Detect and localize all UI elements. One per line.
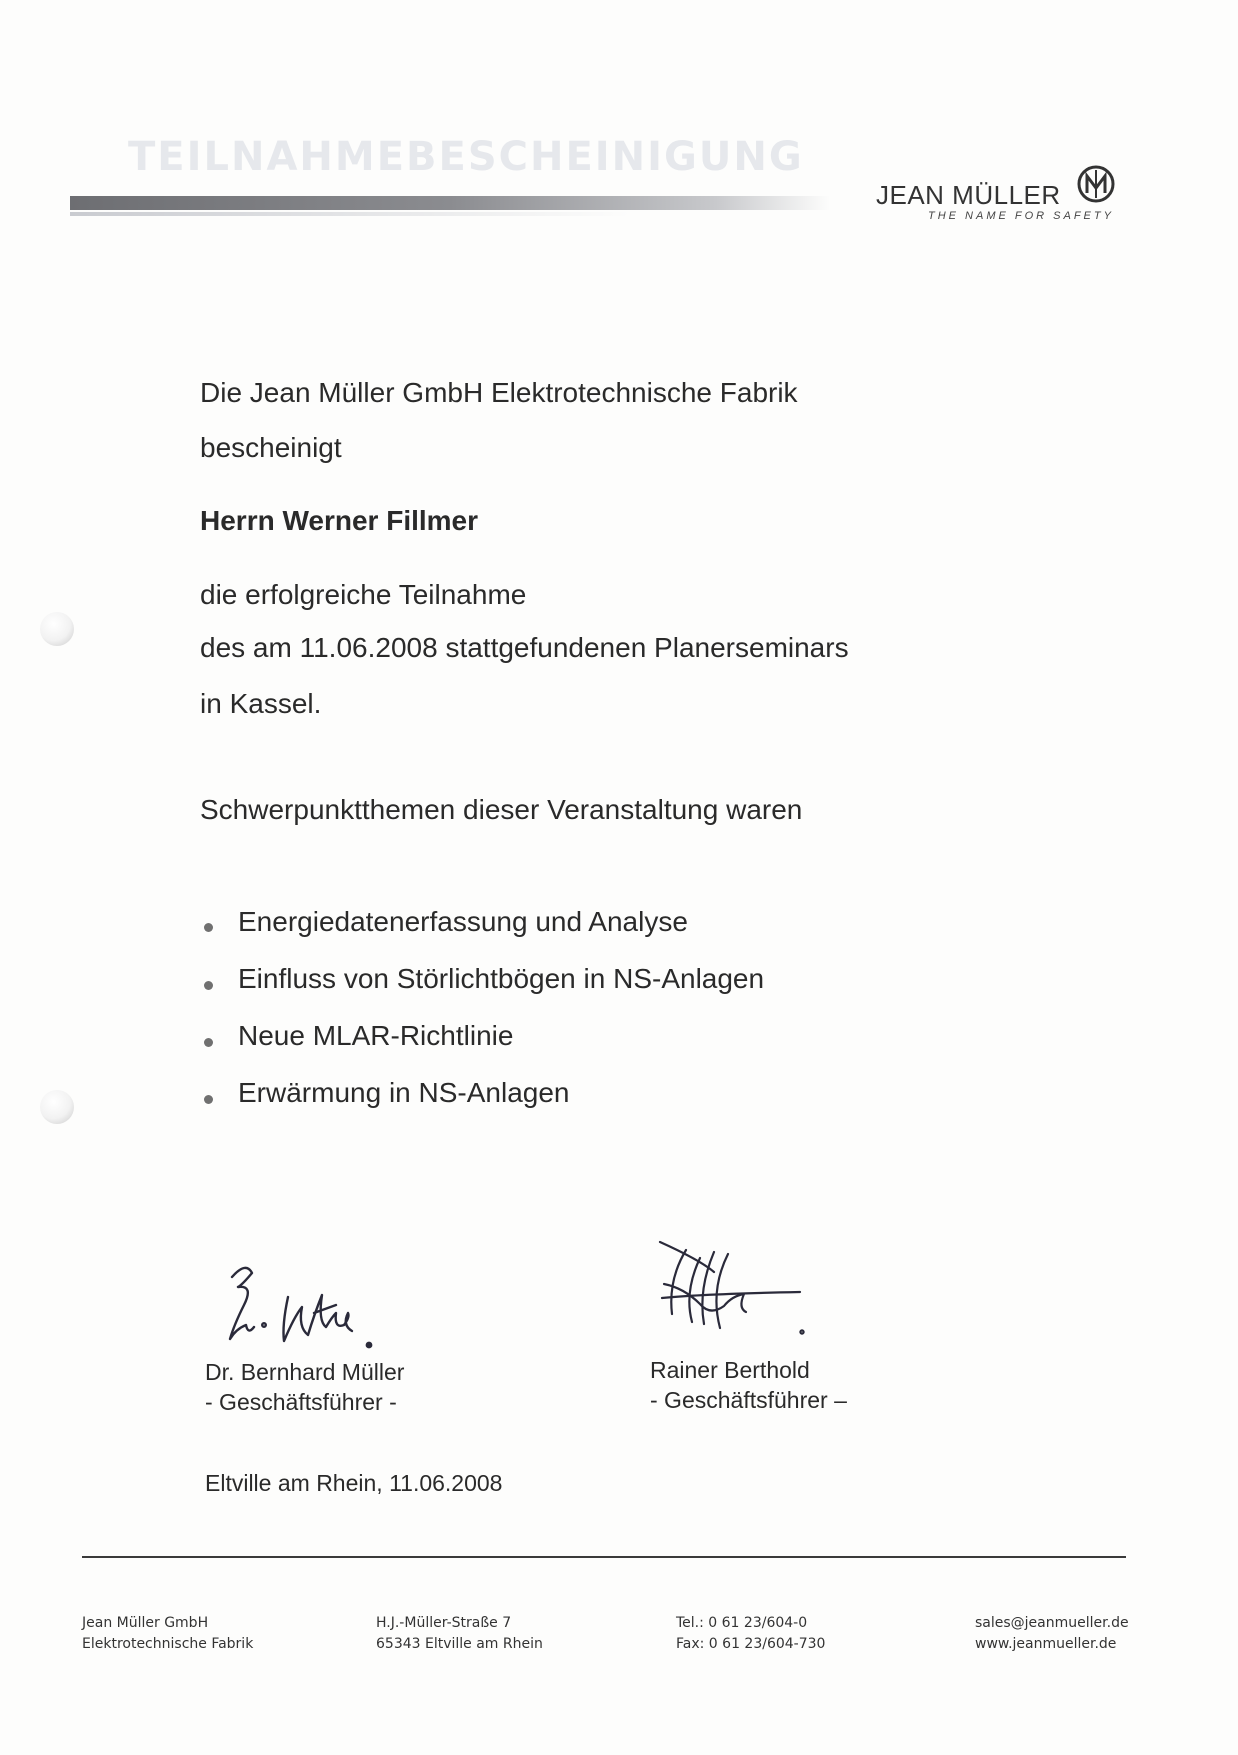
bullet-icon (204, 923, 213, 932)
punch-hole-bottom (40, 1090, 74, 1124)
footer-contact (975, 1613, 1129, 1655)
body-line-3: in Kassel. (200, 688, 322, 719)
footer-company-name: Jean Müller GmbH (82, 1615, 209, 1631)
topic-item: Erwärmung in NS-Anlagen (238, 1077, 570, 1108)
signature-berthold (640, 1232, 820, 1347)
body-line-1: die erfolgreiche Teilnahme (200, 579, 527, 610)
footer-city: 65343 Eltville am Rhein (376, 1636, 543, 1652)
bullet-icon (204, 1038, 213, 1047)
signatory-role-right: - Geschäftsführer – (650, 1387, 847, 1413)
topics-heading: Schwerpunktthemen dieser Veranstaltung waren (200, 794, 803, 825)
body-line-2: des am 11.06.2008 stattgefundenen Planerseminars (200, 632, 849, 663)
recipient-name: Herrn Werner Fillmer (200, 505, 479, 536)
footer-phone-block (676, 1613, 825, 1655)
footer-divider (82, 1556, 1126, 1558)
brand-name: JEAN MÜLLER (876, 180, 1061, 210)
signature-mueller (218, 1255, 398, 1360)
footer-fax: Fax: 0 61 23/604-730 (676, 1636, 826, 1652)
signatory-name-right: Rainer Berthold (650, 1357, 810, 1383)
header-bar-shadow (70, 212, 630, 216)
bullet-icon (204, 1095, 213, 1104)
document-title: TEILNAHMEBESCHEINIGUNG (128, 134, 804, 180)
topic-item: Energiedatenerfassung und Analyse (238, 906, 688, 937)
punch-hole-top (40, 612, 74, 646)
intro-line-2: bescheinigt (200, 432, 342, 463)
footer-street: H.J.-Müller-Straße 7 (376, 1615, 512, 1631)
footer-email-link[interactable]: sales@jeanmueller.de (975, 1615, 1129, 1631)
place-date: Eltville am Rhein, 11.06.2008 (205, 1470, 503, 1496)
intro-line-1: Die Jean Müller GmbH Elektrotechnische Fabrik (200, 377, 798, 408)
footer-company-subtitle: Elektrotechnische Fabrik (82, 1636, 254, 1652)
topic-item: Neue MLAR-Richtlinie (238, 1020, 514, 1051)
topic-item: Einfluss von Störlichtbögen in NS-Anlagen (238, 963, 765, 994)
signatory-role-left: - Geschäftsführer - (205, 1389, 397, 1415)
footer-phone: Tel.: 0 61 23/604-0 (676, 1615, 808, 1631)
brand-tagline: THE NAME FOR SAFETY (928, 210, 1114, 222)
footer-website-link[interactable]: www.jeanmueller.de (975, 1636, 1117, 1652)
signatory-name-left: Dr. Bernhard Müller (205, 1359, 405, 1385)
footer-address (376, 1613, 543, 1655)
bullet-icon (204, 981, 213, 990)
brand-logo-icon (1076, 164, 1116, 204)
footer-company (82, 1613, 253, 1655)
header-bar (70, 196, 830, 210)
